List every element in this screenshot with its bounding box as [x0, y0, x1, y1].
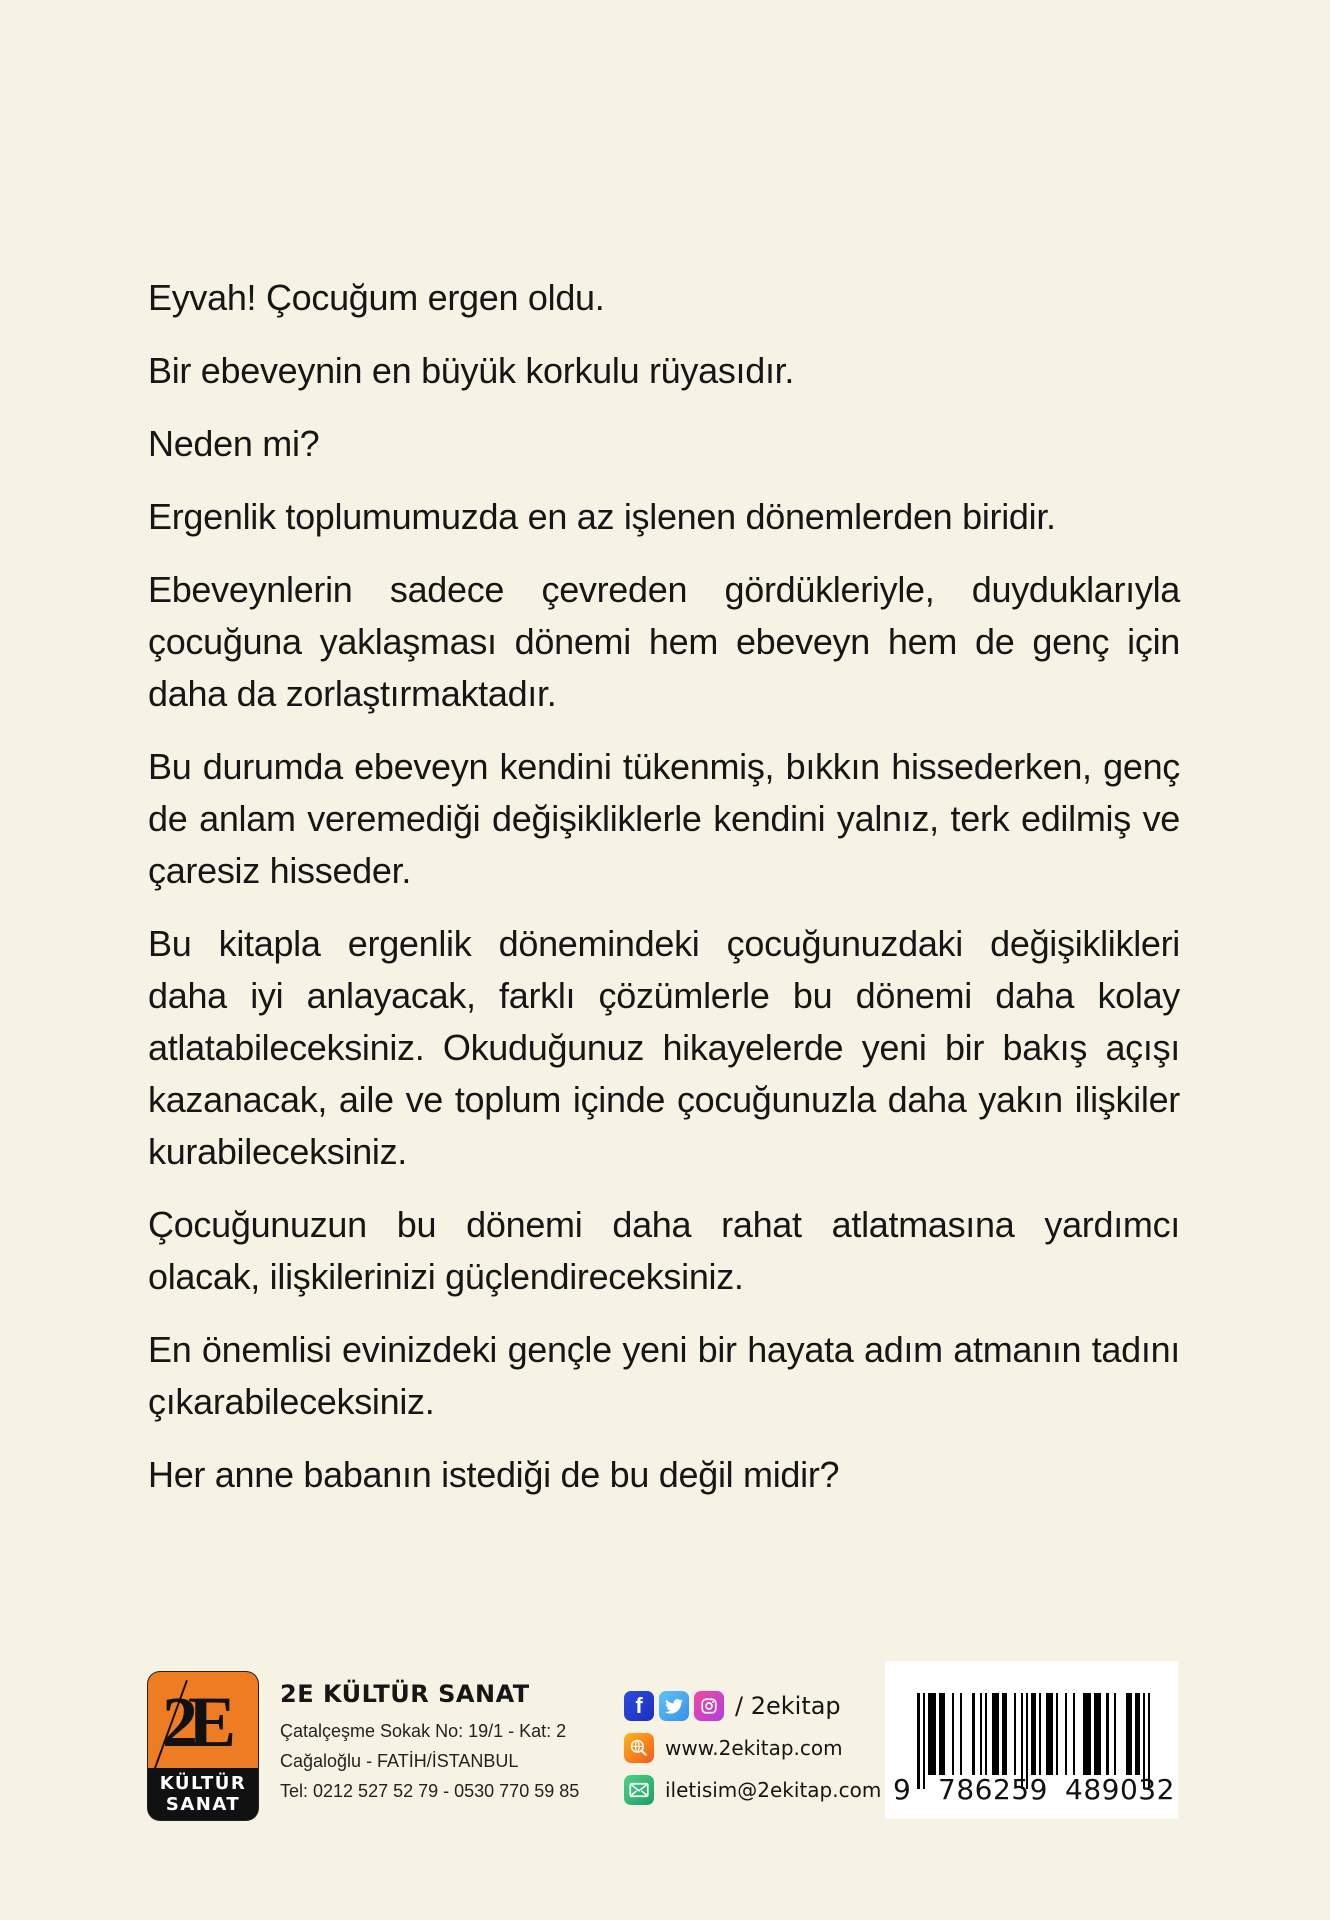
blurb-paragraph-4: Ergenlik toplumumuzda en az işlenen dönemlerden biridir. — [148, 496, 1056, 537]
blurb-paragraph-3: Neden mi? — [148, 423, 320, 464]
publisher-logo — [148, 1672, 258, 1820]
barcode-digits — [885, 1769, 1178, 1809]
blurb-paragraph-8: Çocuğunuzun bu dönemi daha rahat atlatmasına yardımcı olacak, ilişkilerinizi güçlendireceksiniz. — [148, 1204, 1180, 1297]
logo-line-2: SANAT — [165, 1794, 241, 1815]
instagram-icon[interactable] — [694, 1691, 724, 1721]
blurb-paragraph-2: Bir ebeveynin en büyük korkulu rüyasıdır. — [148, 350, 795, 391]
logo-mark-area — [148, 1672, 258, 1768]
blurb-paragraph-7: Bu kitapla ergenlik dönemindeki çocuğunuzdaki değişiklikleri daha iyi anlayacak, farklı çözümlerle bu dönemi daha kolay atlatabileceksiniz. Okuduğunuz hikayelerde yeni bir bakış açışı kazanacak, aile ve toplum içinde çocuğunuzla daha yakın ilişkiler kurabileceksiniz. — [148, 923, 1180, 1172]
blurb-paragraph-9: En önemlisi evinizdeki gençle yeni bir hayata adım atmanın tadını çıkarabileceksiniz. — [148, 1329, 1180, 1422]
isbn-group-1: 786259 — [938, 1773, 1048, 1806]
facebook-icon[interactable]: f — [624, 1691, 654, 1721]
blurb-paragraph-6: Bu durumda ebeveyn kendini tükenmiş, bıkkın hissederken, genç de anlam veremediği değişikliklerle kendini yalnız, terk edilmiş ve çaresiz hisseder. — [148, 746, 1180, 891]
publisher-address-1: Çatalçeşme Sokak No: 19/1 - Kat: 2 — [280, 1721, 567, 1741]
isbn-barcode — [885, 1661, 1178, 1819]
isbn-group-2: 489032 — [1065, 1773, 1175, 1806]
logo-caption — [148, 1768, 258, 1820]
website-link[interactable]: www.2ekitap.com — [665, 1736, 843, 1760]
back-cover-blurb — [148, 272, 1180, 1522]
twitter-icon[interactable] — [659, 1691, 689, 1721]
logo-line-1: KÜLTÜR — [159, 1773, 247, 1794]
email-row — [624, 1770, 884, 1810]
globe-search-icon — [624, 1733, 654, 1763]
contact-info — [624, 1686, 884, 1812]
social-row — [624, 1686, 884, 1726]
blurb-paragraph-1: Eyvah! Çocuğum ergen oldu. — [148, 277, 605, 318]
social-handle[interactable]: / 2ekitap — [735, 1692, 841, 1720]
publisher-info — [280, 1680, 610, 1806]
publisher-phone: Tel: 0212 527 52 79 - 0530 770 59 85 — [280, 1781, 580, 1801]
blurb-paragraph-5: Ebeveynlerin sadece çevreden gördükleriyle, duyduklarıyla çocuğuna yaklaşması dönemi hem ebeveyn hem de genç için daha da zorlaştırmaktadır. — [148, 569, 1180, 714]
website-row — [624, 1728, 884, 1768]
logo-mark: 2E — [162, 1682, 227, 1762]
email-link[interactable]: iletisim@2ekitap.com — [665, 1778, 882, 1802]
isbn-prefix: 9 — [893, 1773, 911, 1806]
publisher-name: 2E KÜLTÜR SANAT — [280, 1680, 530, 1708]
publisher-address-2: Cağaloğlu - FATİH/İSTANBUL — [280, 1751, 519, 1771]
envelope-icon — [624, 1775, 654, 1805]
blurb-paragraph-10: Her anne babanın istediği de bu değil midir? — [148, 1454, 840, 1495]
